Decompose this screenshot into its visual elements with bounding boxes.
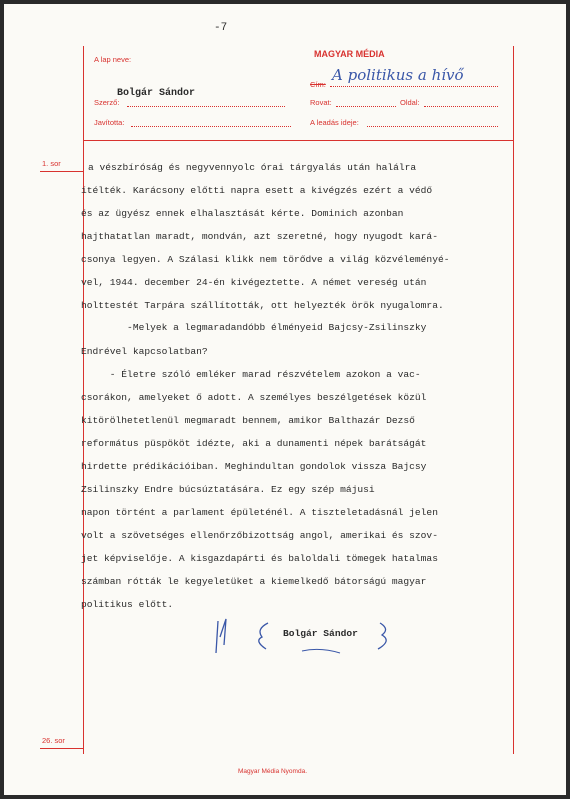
title-label: Cím: [310, 80, 326, 89]
body-line: hirdette prédikációiban. Meghindultan gondolok vissza Bajcsy [81, 461, 427, 472]
page-line [424, 106, 498, 107]
body-line: a vészbíróság és negyvennyolc órai tárgyalás után halálra [88, 162, 417, 173]
submitted-line [367, 126, 498, 127]
body-line: kitörölhetetlenül megmaradt bennem, amikor Balthazár Dezső [81, 415, 415, 426]
submitted-label: A leadás ideje: [310, 118, 359, 127]
body-line: politikus előtt. [81, 599, 174, 610]
body-line: Zsilinszky Endre búcsúztatására. Ez egy szép májusi [81, 484, 375, 495]
title-handwritten: A politikus a hívő [332, 66, 464, 84]
body-line: napon történt a parlament épületénél. A tiszteletadásnál jelen [81, 507, 438, 518]
body-line: -Melyek a legmaradandóbb élményeid Bajcsy-Zsilinszky [81, 322, 427, 333]
column-line [336, 106, 396, 107]
printer-footer: Magyar Média Nyomda. [238, 768, 307, 775]
last-row-label: 26. sor [42, 736, 65, 745]
corrected-label: Javította: [94, 118, 125, 127]
body-line: vel, 1944. december 24-én kivégeztette. A német vereség után [81, 277, 427, 288]
right-margin-rule [513, 46, 514, 754]
body-line: református püspököt idézte, aki a dunamenti népek barátságát [81, 438, 427, 449]
column-label: Rovat: [310, 98, 332, 107]
body-line: csorákon, amelyeket ő adott. A személyes beszélgetések közül [81, 392, 427, 403]
body-line: ítélték. Karácsony előtti napra esett a kivégzés ezért a védő [81, 185, 433, 196]
author-line [127, 106, 285, 107]
page-label: Oldal: [400, 98, 420, 107]
signature-typed-name: Bolgár Sándor [283, 628, 358, 639]
body-line: és az ügyész ennek elhalasztását kérte. Dominich azonban [81, 208, 404, 219]
header-rule [83, 140, 514, 141]
author-label: Szerző: [94, 98, 120, 107]
body-line: - Életre szóló emléker marad részvételem azokon a vac- [81, 369, 421, 380]
body-line: holttestét Tarpára szállították, ott helyezték örök nyugalomra. [81, 300, 444, 311]
last-row-tick [40, 748, 84, 749]
body-line: jet képviselője. A kisgazdapárti és baloldali tömegek hatalmas [81, 553, 438, 564]
publisher-name: MAGYAR MÉDIA [314, 49, 385, 59]
body-line: csonya legyen. A Szálasi klikk nem törődve a világ közvéleményé- [81, 254, 450, 265]
page-number: -7 [214, 22, 228, 34]
body-line: Endrével kapcsolatban? [81, 346, 208, 357]
title-line [330, 86, 498, 87]
author-value: Bolgár Sándor [117, 88, 196, 99]
body-line: hajthatatlan maradt, mondván, azt szeretné, hogy nyugodt kará- [81, 231, 438, 242]
first-row-label: 1. sor [42, 159, 61, 168]
body-line: volt a szövetséges ellenőrzőbizottság angol, amerikai és szov- [81, 530, 438, 541]
body-line: számban rótták le kegyeletüket a kiemelkedő bátorságú magyar [81, 576, 427, 587]
first-row-tick [40, 171, 84, 172]
corrected-line [131, 126, 291, 127]
sheet-name-label: A lap neve: [94, 55, 132, 64]
